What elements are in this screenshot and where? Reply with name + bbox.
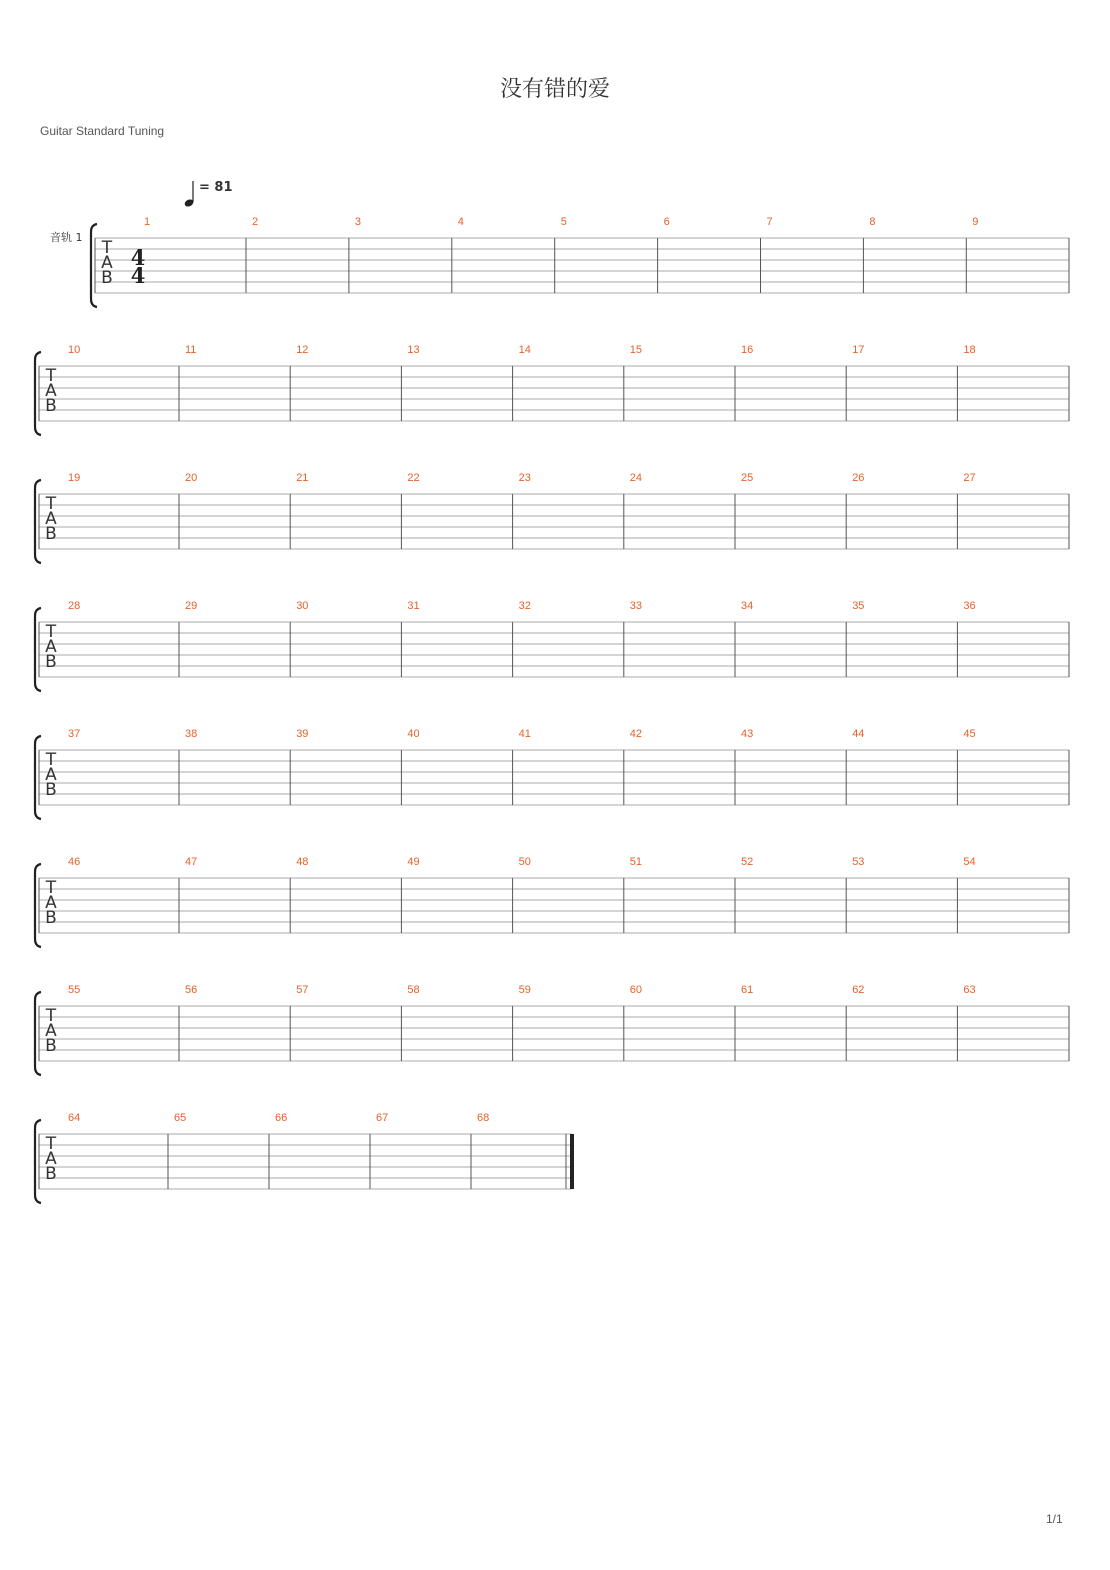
measure-number: 58: [407, 984, 420, 996]
tab-clef-letter: T: [45, 622, 57, 642]
measure-number: 32: [518, 600, 531, 612]
tempo-marking: = 81: [199, 180, 233, 195]
tab-clef-letter: T: [45, 878, 57, 898]
tab-clef-letter: A: [45, 637, 57, 657]
measure-number: 21: [296, 472, 309, 484]
measure-number: 46: [68, 856, 81, 868]
measure-number: 39: [296, 728, 309, 740]
measure-number: 2: [252, 216, 259, 228]
measure-number: 12: [296, 344, 309, 356]
quarter-note-icon: [184, 181, 195, 208]
tab-system: [35, 600, 1069, 691]
measure-number: 55: [68, 984, 81, 996]
tab-clef-letter: A: [45, 765, 57, 785]
tab-clef-letter: A: [45, 381, 57, 401]
measure-number: 1: [144, 216, 151, 228]
tab-system: [91, 216, 1069, 307]
system-bracket: [91, 224, 97, 307]
measure-number: 49: [407, 856, 420, 868]
measure-number: 68: [477, 1112, 490, 1124]
measure-number: 11: [185, 344, 197, 356]
measure-number: 61: [741, 984, 754, 996]
measure-number: 19: [68, 472, 81, 484]
tab-clef-letter: A: [45, 893, 57, 913]
measure-number: 60: [629, 984, 643, 996]
tab-clef-letter: B: [45, 524, 57, 544]
page-number: 1/1: [1046, 1512, 1063, 1526]
tab-clef-letter: B: [45, 780, 57, 800]
tab-clef-letter: A: [45, 509, 57, 529]
measure-number: 5: [560, 216, 567, 228]
measure-number: 18: [963, 344, 976, 356]
tab-clef-letter: T: [45, 1006, 57, 1026]
tab-clef-letter: T: [45, 1134, 57, 1154]
measure-number: 14: [518, 344, 531, 356]
measure-number: 4: [457, 216, 464, 228]
system-bracket: [35, 480, 41, 563]
tab-clef-letter: B: [45, 1036, 57, 1056]
tuning-label: Guitar Standard Tuning: [40, 124, 165, 138]
measure-number: 40: [407, 728, 420, 740]
tab-system: [35, 728, 1069, 819]
tab-system: [35, 344, 1069, 435]
measure-number: 38: [185, 728, 198, 740]
measure-number: 26: [852, 472, 865, 484]
measure-number: 16: [741, 344, 754, 356]
measure-number: 47: [185, 856, 198, 868]
measure-number: 20: [185, 472, 198, 484]
measure-number: 35: [852, 600, 865, 612]
tab-clef-letter: A: [101, 253, 113, 273]
measure-number: 29: [185, 600, 198, 612]
system-bracket: [35, 864, 41, 947]
measure-number: 48: [296, 856, 309, 868]
measure-number: 22: [407, 472, 420, 484]
tab-system: [35, 856, 1069, 947]
tab-clef-letter: B: [45, 908, 57, 928]
measure-number: 27: [963, 472, 976, 484]
measure-number: 25: [741, 472, 754, 484]
system-bracket: [35, 608, 41, 691]
tab-clef-letter: B: [101, 268, 113, 288]
tab-clef-letter: T: [45, 750, 57, 770]
measure-number: 28: [68, 600, 81, 612]
system-bracket: [35, 352, 41, 435]
time-signature-denominator: 4: [130, 263, 146, 288]
measure-number: 23: [518, 472, 531, 484]
measure-number: 31: [407, 600, 420, 612]
measure-number: 13: [407, 344, 420, 356]
tab-system: [35, 984, 1069, 1075]
system-bracket: [35, 1120, 41, 1203]
tab-system: [35, 1112, 572, 1203]
tab-clef-letter: T: [45, 494, 57, 514]
measure-number: 54: [963, 856, 976, 868]
measure-number: 9: [972, 216, 979, 228]
tab-clef-letter: T: [45, 366, 57, 386]
measure-number: 15: [629, 344, 643, 356]
measure-number: 7: [766, 216, 773, 228]
measure-number: 37: [68, 728, 81, 740]
measure-number: 59: [518, 984, 531, 996]
measure-number: 36: [963, 600, 976, 612]
measure-number: 24: [629, 472, 643, 484]
measure-number: 6: [663, 216, 670, 228]
measure-number: 45: [963, 728, 976, 740]
time-signature-numerator: 4: [130, 245, 146, 270]
measure-number: 33: [629, 600, 643, 612]
measure-number: 17: [852, 344, 865, 356]
measure-number: 62: [852, 984, 865, 996]
measure-number: 43: [741, 728, 754, 740]
system-bracket: [35, 736, 41, 819]
measure-number: 10: [68, 344, 81, 356]
measure-number: 34: [741, 600, 754, 612]
measure-number: 50: [518, 856, 531, 868]
measure-number: 57: [296, 984, 309, 996]
tab-clef-letter: A: [45, 1021, 57, 1041]
measure-number: 65: [174, 1112, 187, 1124]
measure-number: 51: [629, 856, 643, 868]
measure-number: 41: [518, 728, 531, 740]
tab-system: [35, 472, 1069, 563]
measure-number: 67: [376, 1112, 389, 1124]
measure-number: 56: [185, 984, 198, 996]
measure-number: 64: [68, 1112, 81, 1124]
measure-number: 3: [354, 216, 362, 228]
measure-number: 63: [963, 984, 976, 996]
measure-number: 44: [852, 728, 865, 740]
tab-clef-letter: T: [101, 238, 113, 258]
tab-clef-letter: B: [45, 1164, 57, 1184]
measure-number: 30: [296, 600, 309, 612]
track-name-label: 音轨 1: [50, 231, 83, 244]
system-bracket: [35, 992, 41, 1075]
measure-number: 53: [852, 856, 865, 868]
tab-clef-letter: B: [45, 396, 57, 416]
measure-number: 52: [741, 856, 754, 868]
page-title: 没有错的爱: [499, 77, 610, 102]
measure-number: 42: [629, 728, 643, 740]
measure-number: 8: [869, 216, 876, 228]
measure-number: 66: [275, 1112, 288, 1124]
tab-clef-letter: B: [45, 652, 57, 672]
tab-clef-letter: A: [45, 1149, 57, 1169]
